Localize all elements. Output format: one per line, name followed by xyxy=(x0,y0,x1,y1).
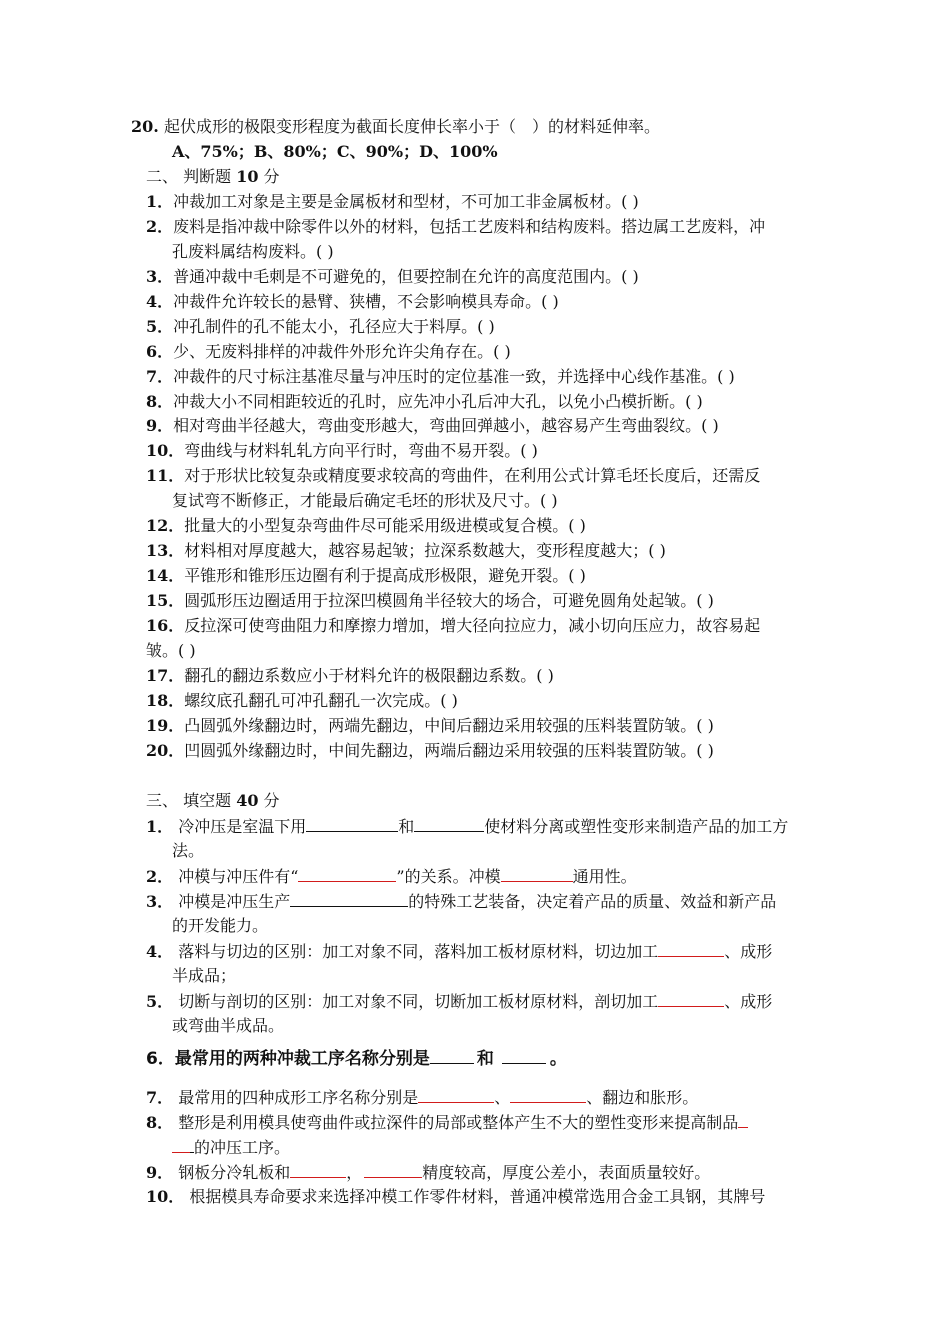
answer-blank[interactable] xyxy=(364,1161,422,1178)
fill-item-7: 7． 最常用的四种成形工序名称分别是 、 、翻边和胀形。 xyxy=(146,1088,699,1107)
judge-item-continuation: 复试弯不断修正，才能最后确定毛坯的形状及尺寸。( ) xyxy=(172,491,558,510)
judge-item: 5．冲孔制件的孔不能太小，孔径应大于料厚。( ) xyxy=(146,317,495,336)
judge-item: 20．凹圆弧外缘翻边时，中间先翻边，两端后翻边采用较强的压料装置防皱。( ) xyxy=(146,741,714,760)
answer-blank[interactable] xyxy=(414,815,484,832)
fill-item-8: 8． 整形是利用模具使弯曲件或拉深件的局部或整体产生不大的塑性变形来提高制品 xyxy=(146,1111,748,1133)
fill-item-9: 9． 钢板分冷轧板和 ， 精度较高，厚度公差小，表面质量较好。 xyxy=(146,1163,711,1182)
judge-item: 17．翻孔的翻边系数应小于材料允许的极限翻边系数。( ) xyxy=(146,666,554,685)
fill-item-4: 4． 落料与切边的区别：加工对象不同，落料加工板材原材料，切边加工 、成形 xyxy=(146,942,773,961)
judge-item: 15．圆弧形压边圈适用于拉深凹模圆角半径较大的场合，可避免圆角处起皱。( ) xyxy=(146,591,714,610)
judge-item: 6．少、无废料排样的冲裁件外形允许尖角存在。( ) xyxy=(146,342,511,361)
fill-item-6: 6．最常用的两种冲裁工序名称分别是 和 。 xyxy=(146,1049,567,1069)
fill-item-continuation: 或弯曲半成品。 xyxy=(172,1016,285,1035)
answer-blank[interactable] xyxy=(298,865,396,882)
answer-blank[interactable] xyxy=(658,990,724,1007)
answer-blank[interactable] xyxy=(172,1136,190,1153)
judge-item: 16．反拉深可使弯曲阻力和摩擦力增加，增大径向拉应力，减小切向压应力，故容易起 xyxy=(146,616,761,635)
judge-item: 10．弯曲线与材料轧轧方向平行时，弯曲不易开裂。( ) xyxy=(146,441,538,460)
section-2-title: 二、 判断题 10 分 xyxy=(146,167,280,186)
fill-item-continuation: 法。 xyxy=(172,841,205,860)
judge-item: 12．批量大的小型复杂弯曲件尽可能采用级进模或复合模。( ) xyxy=(146,516,586,535)
fill-item-2: 2． 冲模与冲压件有“ ”的关系。冲模 通用性。 xyxy=(146,867,637,886)
fill-item-10: 10． 根据模具寿命要求来选择冲模工作零件材料，普通冲模常选用合金工具钢，其牌号 xyxy=(146,1187,766,1206)
judge-item: 1．冲裁加工对象是主要是金属板材和型材，不可加工非金属板材。( ) xyxy=(146,192,639,211)
answer-blank[interactable] xyxy=(306,815,398,832)
answer-blank[interactable] xyxy=(430,1047,474,1064)
judge-item-continuation: 皱。( ) xyxy=(146,641,196,660)
answer-blank[interactable] xyxy=(501,865,573,882)
judge-item: 11．对于形状比较复杂或精度要求较高的弯曲件，在利用公式计算毛坯长度后，还需反 xyxy=(146,466,761,485)
fill-item-continuation: 半成品； xyxy=(172,966,237,985)
answer-blank[interactable] xyxy=(510,1086,586,1103)
judge-item-continuation: 孔废料属结构废料。( ) xyxy=(172,242,334,261)
judge-item: 9．相对弯曲半径越大，弯曲变形越大，弯曲回弹越小，越容易产生弯曲裂纹。( ) xyxy=(146,416,719,435)
answer-blank[interactable] xyxy=(658,940,724,957)
judge-item: 13．材料相对厚度越大，越容易起皱；拉深系数越大，变形程度越大；( ) xyxy=(146,541,666,560)
section-3-title: 三、 填空题 40 分 xyxy=(146,791,280,810)
question-20-options: A、75%；B、80%；C、90%；D、100% xyxy=(172,142,498,161)
question-20 xyxy=(131,116,660,138)
judge-item: 14．平锥形和锥形压边圈有利于提高成形极限，避免开裂。( ) xyxy=(146,566,586,585)
judge-item: 3．普通冲裁中毛刺是不可避免的，但要控制在允许的高度范围内。( ) xyxy=(146,267,639,286)
judge-item: 7．冲裁件的尺寸标注基准尽量与冲压时的定位基准一致，并选择中心线作基准。( ) xyxy=(146,367,735,386)
judge-item: 18．螺纹底孔翻孔可冲孔翻孔一次完成。( ) xyxy=(146,691,458,710)
answer-blank[interactable] xyxy=(502,1047,546,1064)
judge-item: 19．凸圆弧外缘翻边时，两端先翻边，中间后翻边采用较强的压料装置防皱。( ) xyxy=(146,716,714,735)
fill-item-1: 1． 冷冲压是室温下用 和 使材料分离或塑性变形来制造产品的加工方 xyxy=(146,817,789,836)
fill-item-5: 5． 切断与剖切的区别：加工对象不同，切断加工板材原材料，剖切加工 、成形 xyxy=(146,992,773,1011)
question-number: 20. xyxy=(131,117,159,136)
judge-item: 4．冲裁件允许较长的悬臂、狭槽，不会影响模具寿命。( ) xyxy=(146,292,559,311)
fill-item-3: 3． 冲模是冲压生产 的特殊工艺装备，决定着产品的质量、效益和新产品 xyxy=(146,892,777,911)
answer-blank[interactable] xyxy=(290,890,408,907)
fill-item-continuation: 的开发能力。 xyxy=(172,916,269,935)
answer-blank[interactable] xyxy=(418,1086,494,1103)
question-text: 起伏成形的极限变形程度为截面长度伸长率小于（ ）的材料延伸率。 xyxy=(163,117,660,136)
answer-blank[interactable] xyxy=(290,1161,346,1178)
answer-blank[interactable] xyxy=(738,1111,748,1128)
judge-item: 8．冲裁大小不同相距较近的孔时，应先冲小孔后冲大孔，以免小凸模折断。( ) xyxy=(146,392,703,411)
fill-item-continuation: 的冲压工序。 xyxy=(172,1136,290,1158)
judge-item: 2．废料是指冲裁中除零件以外的材料，包括工艺废料和结构废料。搭边属工艺废料，冲 xyxy=(146,217,766,236)
